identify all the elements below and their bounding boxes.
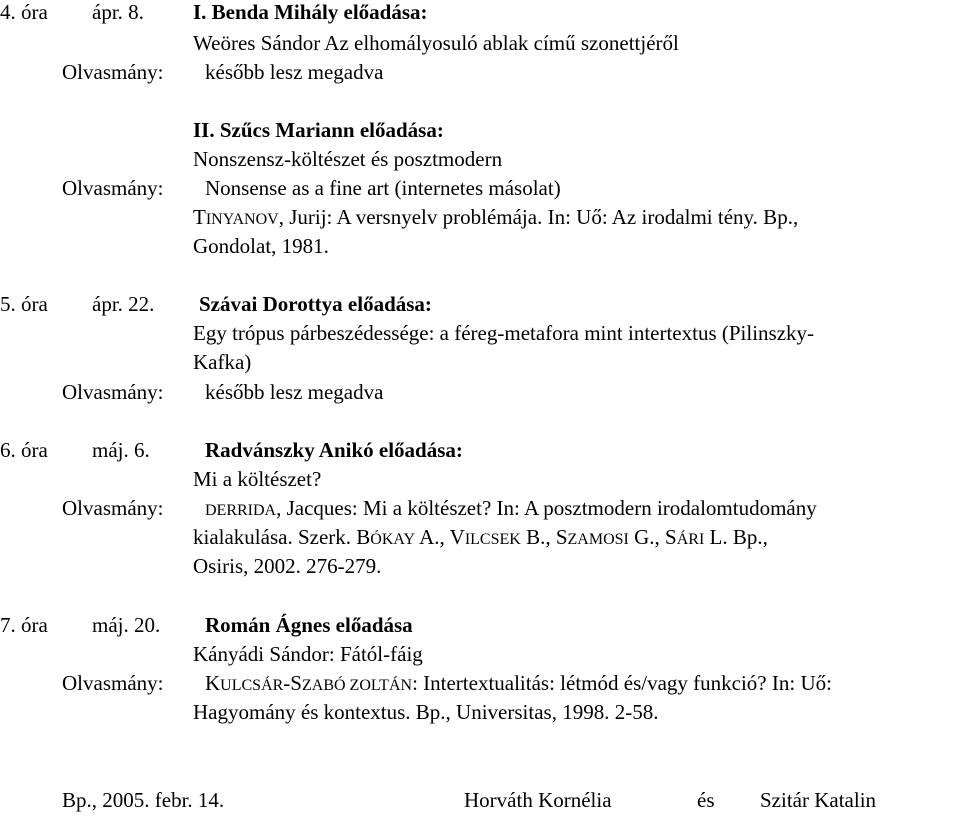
session6-title: Radvánszky Anikó előadása:: [205, 438, 463, 462]
footer-name2: Szitár Katalin: [760, 788, 877, 812]
session4-number: 4. óra: [0, 0, 48, 24]
session6-reading-line1: DERRIDA, Jacques: Mi a költészet? In: A posztmodern irodalomtudomány: [205, 496, 817, 520]
footer-place-date: Bp., 2005. febr. 14.: [62, 788, 225, 812]
session7-date: máj. 20.: [92, 613, 161, 637]
session4-reading2-label: Olvasmány:: [62, 176, 164, 200]
session6-number: 6. óra: [0, 438, 48, 462]
session4-reading2-line3: Gondolat, 1981.: [193, 234, 329, 258]
session7-reading-line1: KULCSÁR-SZABÓ ZOLTÁN: Intertextualitás: létmód és/vagy funkció? In: Uő:: [205, 671, 832, 695]
session4-reading2-line2: TINYANOV, Jurij: A versnyelv problémája. In: Uő: Az irodalmi tény. Bp.,: [193, 205, 799, 229]
session6-reading-label: Olvasmány:: [62, 496, 164, 520]
session4-date: ápr. 8.: [92, 0, 144, 24]
session6-reading-line2: kialakulása. Szerk. BÓKAY A., VILCSEK B., SZAMOSI G., SÁRI L. Bp.,: [193, 525, 768, 549]
session7-number: 7. óra: [0, 613, 48, 637]
session7-title: Román Ágnes előadása: [205, 613, 413, 637]
session4-title2: II. Szűcs Mariann előadása:: [193, 118, 444, 142]
session5-date: ápr. 22.: [92, 292, 155, 316]
session5-reading-label: Olvasmány:: [62, 380, 164, 404]
session4-reading-label: Olvasmány:: [62, 60, 164, 84]
session5-title: Szávai Dorottya előadása:: [199, 292, 432, 316]
session6-reading-line3: Osiris, 2002. 276-279.: [193, 554, 382, 578]
footer-conjunction: és: [697, 788, 715, 812]
footer-name1: Horváth Kornélia: [464, 788, 612, 812]
session5-topic-line2: Kafka): [193, 350, 252, 374]
session4-topic: Weöres Sándor Az elhomályosuló ablak című szonettjéről: [193, 31, 679, 55]
session7-reading-label: Olvasmány:: [62, 671, 164, 695]
session7-topic: Kányádi Sándor: Fától-fáig: [193, 642, 423, 666]
session4-reading: később lesz megadva: [205, 60, 384, 84]
session6-date: máj. 6.: [92, 438, 150, 462]
session5-number: 5. óra: [0, 292, 48, 316]
session6-topic: Mi a költészet?: [193, 467, 322, 491]
session4-topic2: Nonszensz-költészet és posztmodern: [193, 147, 503, 171]
session4-title: I. Benda Mihály előadása:: [193, 0, 428, 24]
session5-topic-line1: Egy trópus párbeszédessége: a féreg-metafora mint intertextus (Pilinszky-: [193, 321, 815, 345]
session7-reading-line2: Hagyomány és kontextus. Bp., Universitas, 1998. 2-58.: [193, 700, 659, 724]
session4-reading2-line1: Nonsense as a fine art (internetes másolat): [205, 176, 561, 200]
session5-reading: később lesz megadva: [205, 380, 384, 404]
